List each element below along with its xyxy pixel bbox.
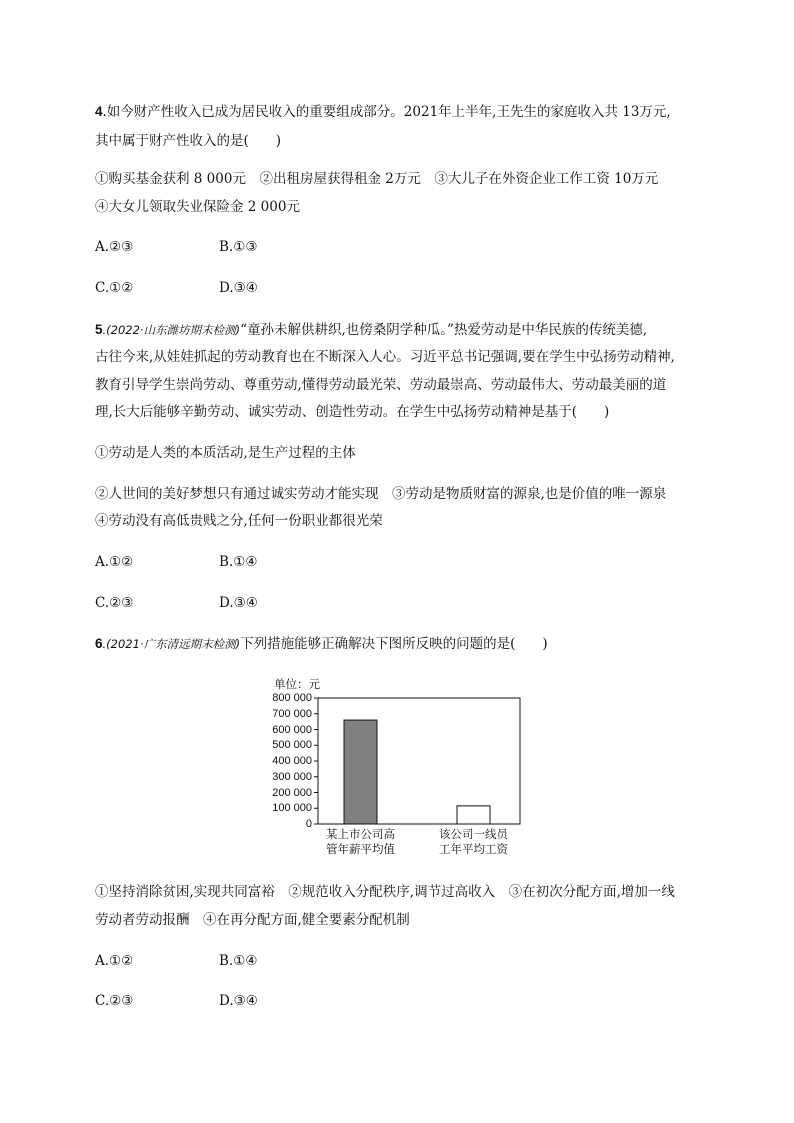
- q5-option-d[interactable]: D.③④: [219, 595, 258, 611]
- q6-option-b[interactable]: B.①④: [219, 953, 258, 969]
- x-category-label: [424, 827, 524, 857]
- q4-stem-text: .如今财产性收入已成为居民收入的重要组成部分。2021年上半年,王先生的家庭收入共 13万元,: [102, 104, 671, 120]
- income-bar-chart: [262, 674, 532, 864]
- q5-option-b[interactable]: B.①④: [219, 554, 258, 570]
- y-tick-label: 100 000: [272, 802, 312, 815]
- q6-stem-text: 下列措施能够正确解决下图所反映的问题的是( ): [240, 636, 548, 652]
- x-category-label-line: 该公司一线员: [439, 827, 508, 841]
- q4-stem-line-2: 其中属于财产性收入的是( ): [95, 133, 282, 149]
- x-category-label-line: 某上市公司高: [326, 827, 395, 841]
- y-tick-label: 600 000: [272, 723, 312, 736]
- q6-stem-line-1: [95, 634, 548, 654]
- y-tick-label: 0: [305, 818, 312, 830]
- q5-item-4: ④劳动没有高低贵贱之分,任何一份职业都很光荣: [95, 513, 383, 529]
- q5-stem-line-4: 理,长大后能够辛勤劳动、诚实劳动、创造性劳动。在学生中弘扬劳动精神是基于( ): [95, 404, 610, 420]
- q5-option-a[interactable]: A.①②: [95, 554, 134, 570]
- q6-option-c[interactable]: C.②③: [95, 993, 134, 1009]
- q4-option-b[interactable]: B.①③: [219, 239, 258, 255]
- q5-source: .(2022·山东潍坊期末检测): [102, 323, 241, 337]
- q6-source: .(2021·广东清远期末检测): [102, 637, 241, 651]
- y-tick-label: 800 000: [272, 692, 312, 704]
- q4-option-d[interactable]: D.③④: [219, 280, 258, 296]
- q4-items-line-1: ①购买基金获利 8 000元 ②出租房屋获得租金 2万元 ③大儿子在外资企业工作工资 10万元: [95, 171, 659, 187]
- q6-items-line-2: 劳动者劳动报酬 ④在再分配方面,健全要素分配机制: [95, 912, 410, 928]
- q4-number: 4: [95, 104, 103, 119]
- y-tick-label: 400 000: [272, 755, 312, 767]
- y-tick-label: 500 000: [272, 739, 312, 752]
- q5-item-1: ①劳动是人类的本质活动,是生产过程的主体: [95, 445, 356, 461]
- q5-items-line-2: ②人世间的美好梦想只有通过诚实劳动才能实现 ③劳动是物质财富的源泉,也是价值的唯一源泉: [95, 486, 667, 502]
- q4-option-c[interactable]: C.①②: [95, 280, 134, 296]
- bar-2: [457, 806, 490, 824]
- chart-unit-label: 单位：元: [274, 677, 320, 691]
- q5-number: 5: [95, 322, 103, 337]
- q4-stem-line-1: [95, 102, 671, 122]
- q6-items-line-1: ①坚持消除贫困,实现共同富裕 ②规范收入分配秩序,调节过高收入 ③在初次分配方面,增加一线: [95, 884, 675, 900]
- x-category-label: [311, 827, 411, 857]
- q5-stem-line-3: 教育引导学生崇尚劳动、尊重劳动,懂得劳动最光荣、劳动最崇高、劳动最伟大、劳动最美丽的道: [95, 377, 667, 393]
- y-tick-label: 200 000: [272, 786, 312, 799]
- q5-option-c[interactable]: C.②③: [95, 595, 134, 611]
- q4-option-a[interactable]: A.②③: [95, 239, 134, 255]
- q5-stem-text: “童孙未解供耕织,也傍桑阴学种瓜。”热爱劳动是中华民族的传统美德,: [240, 322, 648, 338]
- x-category-label-line: 管年薪平均值: [326, 842, 395, 856]
- bar-1: [344, 720, 377, 824]
- q6-option-a[interactable]: A.①②: [95, 953, 134, 969]
- q5-stem-line-2: 古往今来,从娃娃抓起的劳动教育也在不断深入人心。习近平总书记强调,要在学生中弘扬劳动精神,: [95, 349, 675, 365]
- y-tick-label: 300 000: [272, 770, 312, 783]
- q6-number: 6: [95, 636, 103, 651]
- y-tick-label: 700 000: [272, 707, 312, 720]
- q4-items-line-2: ④大女儿领取失业保险金 2 000元: [95, 199, 300, 215]
- q5-stem-line-1: [95, 320, 647, 340]
- x-category-label-line: 工年平均工资: [439, 842, 508, 856]
- q6-option-d[interactable]: D.③④: [219, 993, 258, 1009]
